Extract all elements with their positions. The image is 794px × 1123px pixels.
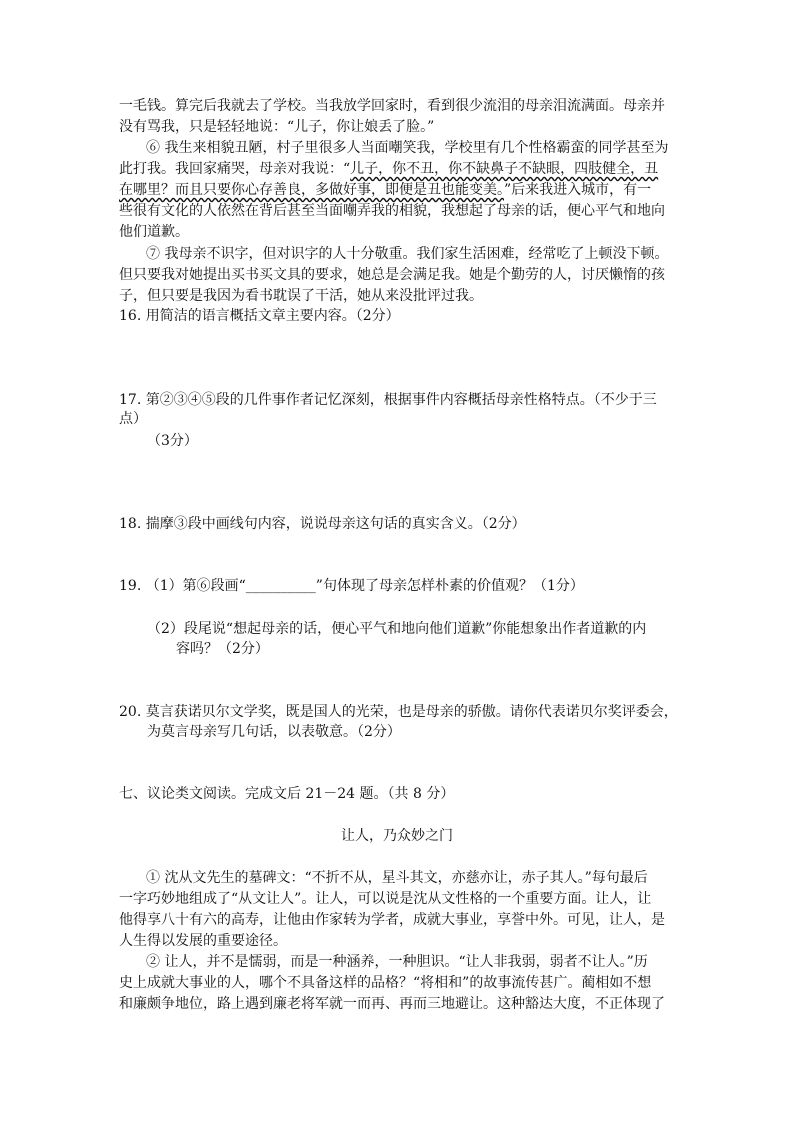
- section-heading: 七、议论类文阅读。完成文后 21－24 题。（共 8 分）: [119, 786, 455, 802]
- question-19-part2: （2）段尾说“想起母亲的话，便心平气和地向他们道歉”你能想象出作者道歉的内: [147, 621, 647, 637]
- text: ”句体现了母亲怎样朴素的价值观？（1分）: [315, 578, 584, 594]
- paragraph-line: ① 沈从文先生的墓碑文：“不折不从，星斗其文，亦慈亦让，赤子其人。”每句最后: [146, 870, 648, 886]
- paragraph-line: 史上成就大事业的人，哪个不具备这样的品格？“将相和”的故事流传甚广。蔺相如不想: [119, 975, 652, 991]
- paragraph-line: 他们道歉。: [119, 224, 189, 240]
- paragraph-line: 和廉颇争地位，路上遇到廉老将军就一而再、再而三地避让。这种豁达大度，不正体现了: [119, 996, 665, 1012]
- paragraph-line: 他得享八十有六的高寿，让他由作家转为学者，成就大事业，享誉中外。可见，让人，是: [119, 912, 665, 928]
- question-18: 18. 揣摩③段中画线句内容，说说母亲这句话的真实含义。（2分）: [119, 516, 526, 532]
- question-19-part2-cont: 容吗？（2分）: [176, 641, 269, 657]
- paragraph-line: ② 让人，并不是懦弱，而是一种涵养，一种胆识。“让人非我弱，弱者不让人。”历: [146, 954, 648, 970]
- question-19-part1: [119, 576, 584, 596]
- paragraph-line: 但只要我对她提出买书买文具的要求，她总是会满足我。她是个勤劳的人，讨厌懒惰的孩: [119, 267, 665, 283]
- paragraph-line: 些很有文化的人依然在背后甚至当面嘲弄我的相貌，我想起了母亲的话，便心平气和地向: [119, 203, 665, 219]
- question-17: 17. 第②③④⑤段的几件事作者记忆深刻，根据事件内容概括母亲性格特点。（不少于三: [119, 392, 657, 408]
- paragraph-line: 一毛钱。算完后我就去了学校。当我放学回家时，看到很少流泪的母亲泪流满面。母亲并: [119, 98, 665, 114]
- paragraph-line: [119, 159, 658, 179]
- text: ”后来我进入城市，有一: [504, 182, 652, 198]
- underlined-sentence: 儿子，你不丑，你不缺鼻子不缺眼，四肢健全，丑: [350, 161, 659, 177]
- paragraph-line: ⑦ 我母亲不识字，但对识字的人十分敬重。我们家生活困难，经常吃了上顿没下顿。: [146, 246, 669, 262]
- blank-line: __________: [245, 578, 316, 594]
- question-17-cont: 点）: [119, 411, 147, 427]
- question-20-cont: 为莫言母亲写几句话，以表敬意。（2分）: [147, 724, 401, 740]
- question-20: 20. 莫言获诺贝尔文学奖，既是国人的光荣，也是母亲的骄傲。请你代表诺贝尔奖评委会，: [119, 704, 678, 720]
- paragraph-line: 人生得以发展的重要途径。: [119, 933, 287, 949]
- paragraph-line: 没有骂我，只是轻轻地说：“儿子，你让娘丢了脸。”: [119, 119, 435, 135]
- question-17-score: （3分）: [147, 433, 198, 449]
- paragraph-line: [119, 180, 651, 200]
- text: 19. （1）第⑥段画“: [119, 578, 246, 594]
- article-title: 让人，乃众妙之门: [341, 828, 453, 844]
- paragraph-line: 子，但只要是我因为看书耽误了干活，她从来没批评过我。: [119, 288, 483, 304]
- text: 此打我。我回家痛哭，母亲对我说：“: [119, 161, 351, 177]
- question-16: 16. 用简洁的语言概括文章主要内容。（2分）: [119, 308, 400, 324]
- paragraph-line: 一字巧妙地组成了“从文让人”。让人，可以说是沈从文性格的一个重要方面。让人，让: [119, 891, 652, 907]
- underlined-sentence: 在哪里？而且只要你心存善良，多做好事，即便是丑也能变美。: [119, 182, 504, 198]
- paragraph-line: ⑥ 我生来相貌丑陋，村子里很多人当面嘲笑我，学校里有几个性格霸蛮的同学甚至为: [146, 140, 669, 156]
